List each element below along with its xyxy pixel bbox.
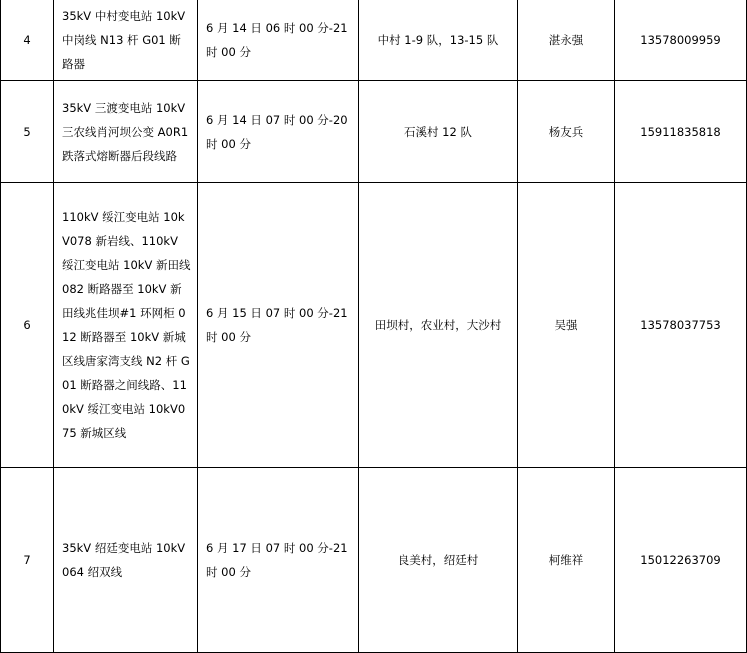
contact-person: 吴强 <box>518 183 615 468</box>
outage-time: 6 月 14 日 06 时 00 分-21 时 00 分 <box>198 0 359 81</box>
table-row <box>1 81 747 183</box>
row-number: 7 <box>1 468 54 653</box>
table-row <box>1 0 747 81</box>
contact-person: 杨友兵 <box>518 81 615 183</box>
affected-area: 石溪村 12 队 <box>359 81 518 183</box>
contact-phone: 13578009959 <box>615 0 747 81</box>
table-row <box>1 183 747 468</box>
contact-phone: 13578037753 <box>615 183 747 468</box>
outage-time: 6 月 14 日 07 时 00 分-20 时 00 分 <box>198 81 359 183</box>
outage-time: 6 月 17 日 07 时 00 分-21 时 00 分 <box>198 468 359 653</box>
affected-area: 良美村，绍廷村 <box>359 468 518 653</box>
row-number: 5 <box>1 81 54 183</box>
contact-person: 柯维祥 <box>518 468 615 653</box>
line-description: 110kV 绥江变电站 10kV078 新岩线、110kV 绥江变电站 10kV 新田线 082 断路器至 10kV 新田线兆佳坝#1 环网柜 012 断路器至 10kV 新城区线唐家湾支线 N2 杆 G01 断路器之间线路、110kV 绥江变电站 10kV075 新城区线 <box>54 183 198 468</box>
line-description: 35kV 三渡变电站 10kV 三农线肖河坝公变 A0R1 跌落式熔断器后段线路 <box>54 81 198 183</box>
affected-area: 田坝村，农业村，大沙村 <box>359 183 518 468</box>
contact-phone: 15911835818 <box>615 81 747 183</box>
outage-time: 6 月 15 日 07 时 00 分-21 时 00 分 <box>198 183 359 468</box>
line-description: 35kV 中村变电站 10kV 中岗线 N13 杆 G01 断路器 <box>54 0 198 81</box>
table-row <box>1 468 747 653</box>
row-number: 4 <box>1 0 54 81</box>
contact-phone: 15012263709 <box>615 468 747 653</box>
line-description: 35kV 绍廷变电站 10kV064 绍双线 <box>54 468 198 653</box>
contact-person: 湛永强 <box>518 0 615 81</box>
row-number: 6 <box>1 183 54 468</box>
affected-area: 中村 1-9 队，13-15 队 <box>359 0 518 81</box>
